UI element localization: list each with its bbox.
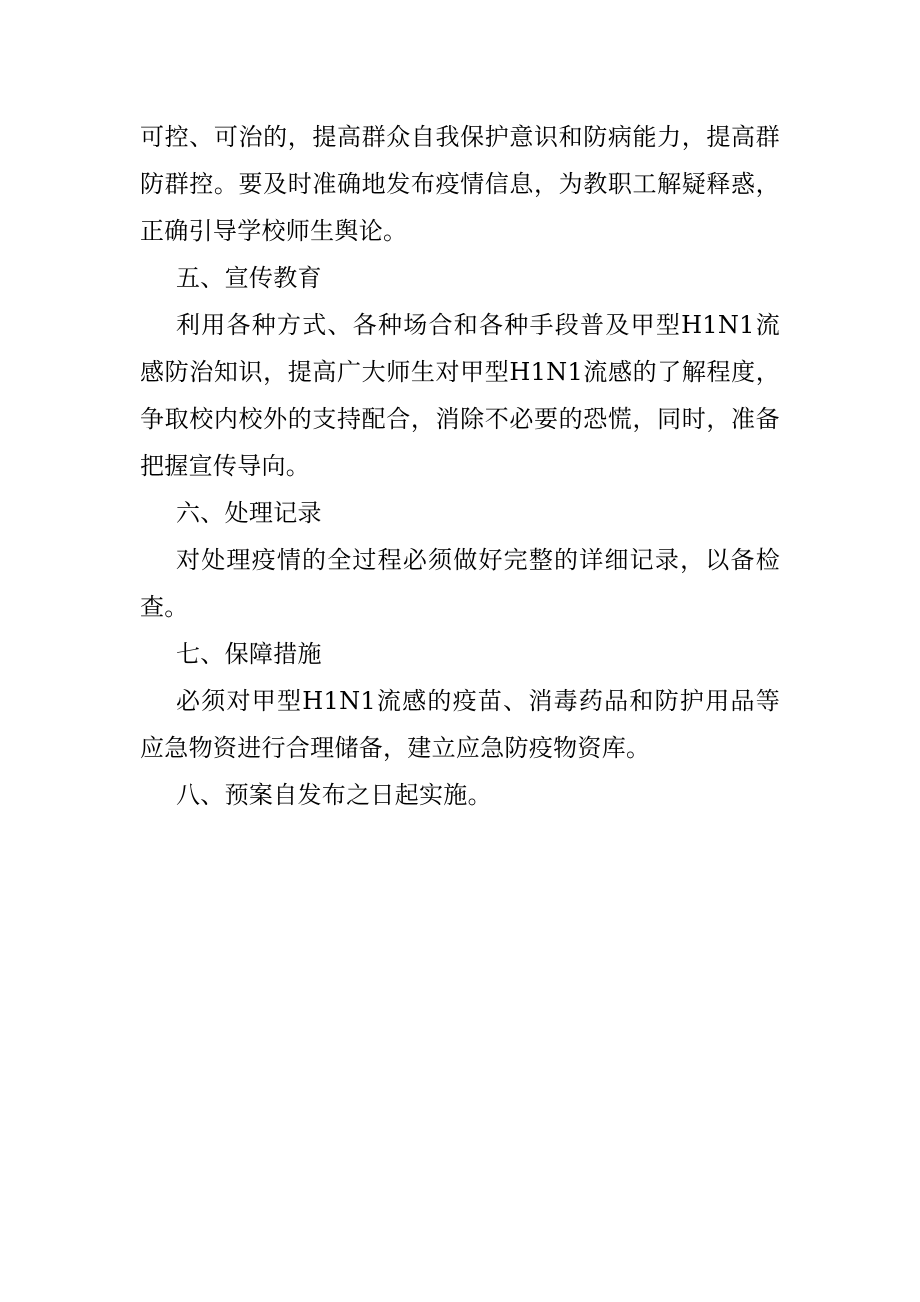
document-body	[140, 114, 780, 819]
section-heading-publicity: 五、宣传教育	[176, 264, 322, 292]
paragraph-records: 对处理疫情的全过程必须做好完整的详细记录，以备检查。	[140, 546, 780, 621]
section-heading-effective-date: 八、预案自发布之日起实施。	[176, 781, 492, 809]
paragraph-public-awareness: 可控、可治的，提高群众自我保护意识和防病能力，提高群防群控。要及时准确地发布疫情信息，为教职工解疑释惑，正确引导学校师生舆论。	[140, 123, 780, 245]
section-heading-records: 六、处理记录	[176, 499, 322, 527]
section-heading-safeguards: 七、保障措施	[176, 640, 322, 668]
paragraph-publicity: 利用各种方式、各种场合和各种手段普及甲型H1N1流感防治知识，提高广大师生对甲型H1N1流感的了解程度，争取校内校外的支持配合，消除不必要的恐慌，同时，准备把握宣传导向。	[140, 311, 780, 480]
paragraph-safeguards: 必须对甲型H1N1流感的疫苗、消毒药品和防护用品等应急物资进行合理储备，建立应急防疫物资库。	[140, 687, 780, 762]
